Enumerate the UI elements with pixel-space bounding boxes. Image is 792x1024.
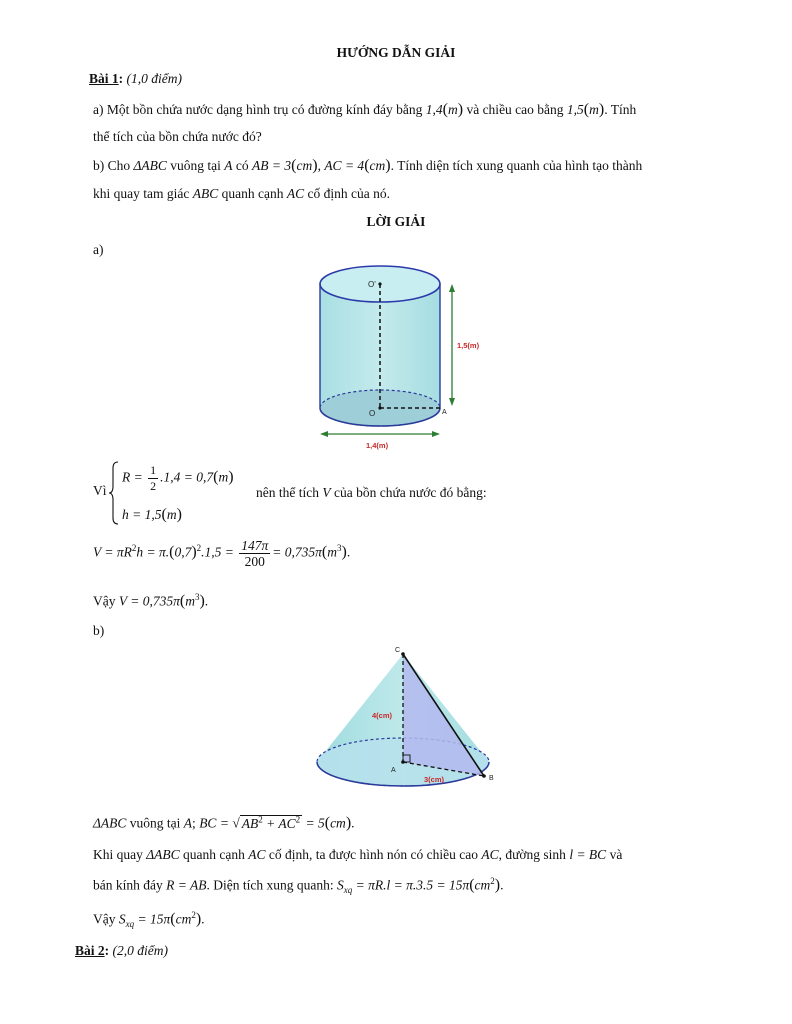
system-line-r: R = $\frac{1}{2}$ .1,4 = 0,7(m) (122, 463, 234, 493)
page-title: HƯỚNG DẪN GIẢI (336, 45, 456, 60)
point-o-top (378, 282, 381, 285)
then-volume-text: nên thể tích V của bồn chứa nước đó bằng: (256, 485, 487, 500)
label-b: B (489, 775, 494, 782)
solution-heading: LỜI GIẢI (366, 214, 426, 229)
label-o-top: O' (368, 280, 376, 289)
label-c: C (395, 647, 401, 654)
question-b-line2: khi quay tam giác ABC quanh cạnh AC cố định của nó. (93, 186, 390, 201)
conclusion-a: Vậy $V = 0,735\pi(m^3)$. (93, 592, 209, 610)
volume-formula: $V = \pi R^2h = \pi.(0,7)^2.1,5$ = $\frac{147\pi}{200}$ = $0,735\pi(m^3)$. (93, 538, 351, 569)
pythagoras-line: ΔABC vuông tại A; BC = √ $AB^2 + AC^2 = 5(cm)$. (93, 814, 355, 832)
because-word: Vì (93, 483, 107, 498)
exercise-2-heading: Bài 2: (2,0 điểm) (75, 943, 168, 958)
system-line-h: h = 1,5(m) (122, 506, 182, 523)
exercise-1-heading: Bài 1: (1,0 điểm) (89, 71, 182, 86)
height-label-cone: 4(cm) (372, 711, 393, 720)
question-a-line2: thể tích của bồn chứa nước đó? (93, 129, 262, 144)
system-brace (108, 460, 120, 526)
label-o: O (369, 409, 376, 418)
question-a-line1: a) Một bồn chứa nước dạng hình trụ có đường kính đáy bằng 1,4(m) và chiều cao bằng 1,5(m). Tính (93, 101, 637, 118)
radius-label-cone: 3(cm) (424, 775, 445, 784)
label-a-cone: A (391, 767, 396, 774)
label-a: A (442, 409, 447, 416)
rotation-line2: bán kính đáy R = AB. Diện tích xung quanh: $S_{xq} = \pi R.l = \pi.3.5 = 15\pi(cm^2)$. (93, 876, 504, 896)
cone-figure (308, 642, 508, 792)
solution-b-label: b) (93, 623, 105, 638)
diameter-label: 1,4(m) (366, 441, 389, 450)
point-o (378, 406, 381, 409)
height-label: 1,5(m) (457, 341, 480, 350)
solution-a-label: a) (93, 242, 104, 257)
cylinder-figure (310, 262, 500, 454)
rotation-line1: Khi quay ΔABC quanh cạnh AC cố định, ta được hình nón có chiều cao AC, đường sinh l = BC và (93, 847, 623, 862)
conclusion-b: Vậy $S_{xq} = 15\pi(cm^2)$. (93, 910, 205, 930)
question-b-line1: b) Cho ΔABC vuông tại A có AB = 3(cm), AC = 4(cm). Tính diện tích xung quanh của hình tạo thành (93, 157, 643, 174)
